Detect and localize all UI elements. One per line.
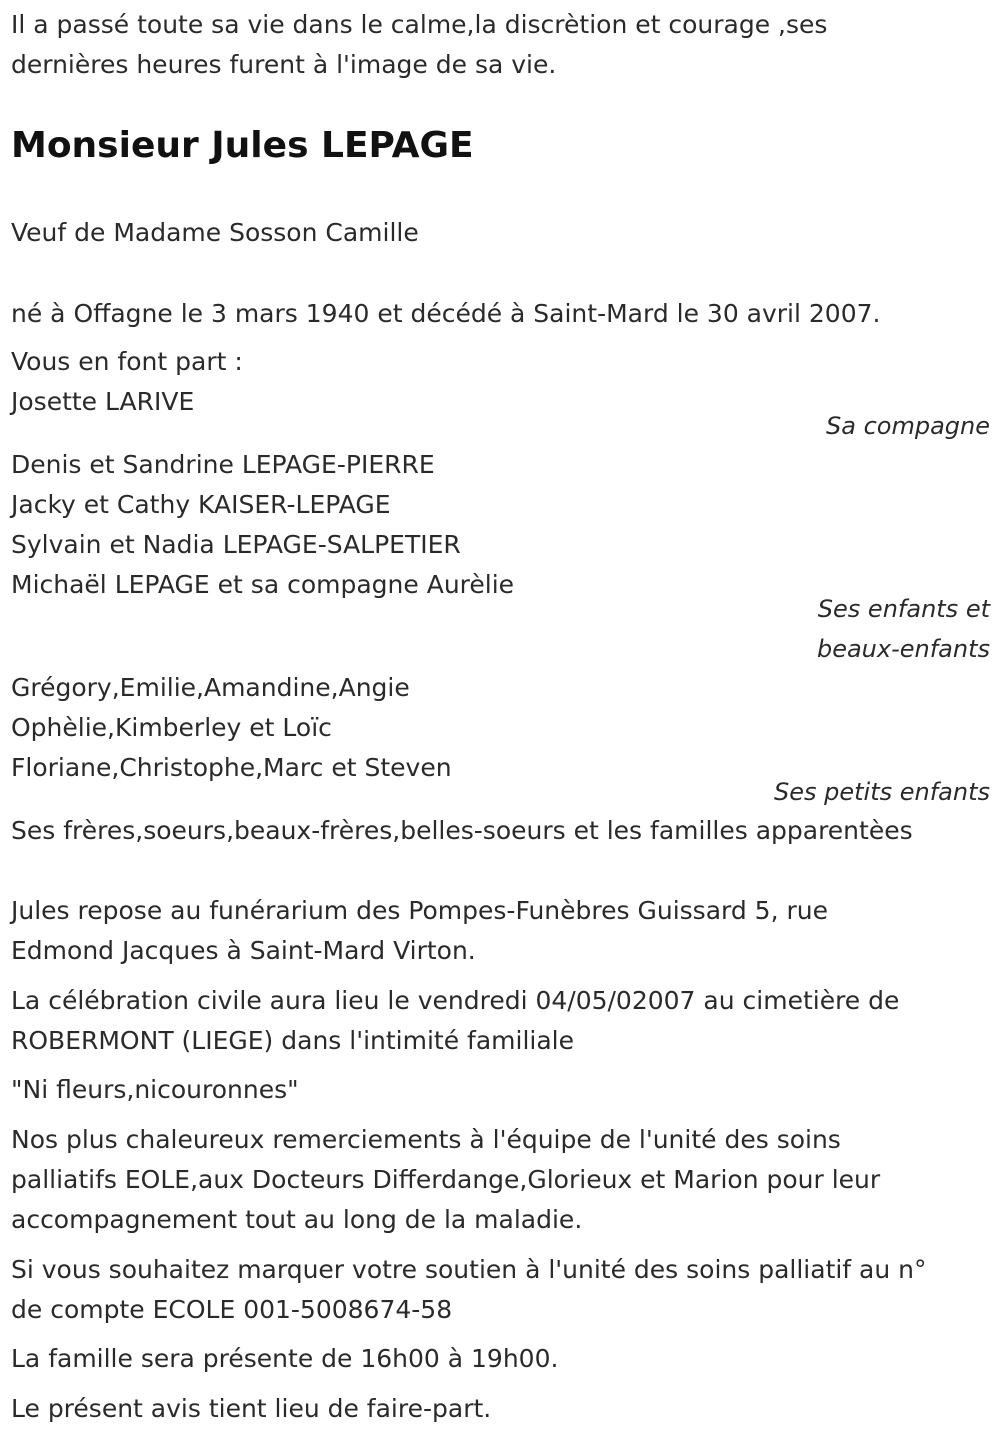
- thanks-line: accompagnement tout au long de la maladie.: [11, 1205, 583, 1234]
- ceremony-line: La célébration civile aura lieu le vendredi 04/05/02007 au cimetière de: [11, 986, 900, 1015]
- presence-line: La famille sera présente de 16h00 à 19h00.: [11, 1344, 559, 1373]
- companion-role: Sa compagne: [826, 412, 990, 440]
- repose-line: Edmond Jacques à Saint-Mard Virton.: [11, 936, 476, 965]
- thanks-line: palliatifs EOLE,aux Docteurs Differdange,Glorieux et Marion pour leur: [11, 1165, 881, 1194]
- grandchild-name: Ophèlie,Kimberley et Loïc: [11, 713, 332, 742]
- flowers-line: "Ni fleurs,nicouronnes": [11, 1075, 299, 1104]
- grandchildren-role: Ses petits enfants: [773, 778, 990, 806]
- child-name: Denis et Sandrine LEPAGE-PIERRE: [11, 450, 435, 479]
- widow-line: Veuf de Madame Sosson Camille: [11, 218, 419, 247]
- child-name: Jacky et Cathy KAISER-LEPAGE: [11, 490, 391, 519]
- birth-death-line: né à Offagne le 3 mars 1940 et décédé à Saint-Mard le 30 avril 2007.: [11, 299, 881, 328]
- children-role: Ses enfants et: [817, 595, 990, 623]
- announce-line: Vous en font part :: [11, 347, 243, 376]
- closing-line: Le présent avis tient lieu de faire-part.: [11, 1394, 492, 1423]
- family-line: Ses frères,soeurs,beaux-frères,belles-soeurs et les familles apparentèes: [11, 816, 913, 845]
- ceremony-line: ROBERMONT (LIEGE) dans l'intimité familiale: [11, 1026, 575, 1055]
- companion-name: Josette LARIVE: [11, 387, 195, 416]
- intro-line: dernières heures furent à l'image de sa vie.: [11, 50, 557, 79]
- child-name: Sylvain et Nadia LEPAGE-SALPETIER: [11, 530, 461, 559]
- support-line: de compte ECOLE 001-5008674-58: [11, 1295, 453, 1324]
- grandchild-name: Floriane,Christophe,Marc et Steven: [11, 753, 452, 782]
- child-name: Michaël LEPAGE et sa compagne Aurèlie: [11, 570, 515, 599]
- repose-line: Jules repose au funérarium des Pompes-Funèbres Guissard 5, rue: [11, 896, 828, 925]
- thanks-line: Nos plus chaleureux remerciements à l'équipe de l'unité des soins: [11, 1125, 841, 1154]
- children-role: beaux-enfants: [816, 635, 990, 663]
- support-line: Si vous souhaitez marquer votre soutien à l'unité des soins palliatif au n°: [11, 1255, 927, 1284]
- deceased-name: Monsieur Jules LEPAGE: [11, 125, 474, 166]
- intro-line: Il a passé toute sa vie dans le calme,la discrètion et courage ,ses: [11, 10, 828, 39]
- grandchild-name: Grégory,Emilie,Amandine,Angie: [11, 673, 410, 702]
